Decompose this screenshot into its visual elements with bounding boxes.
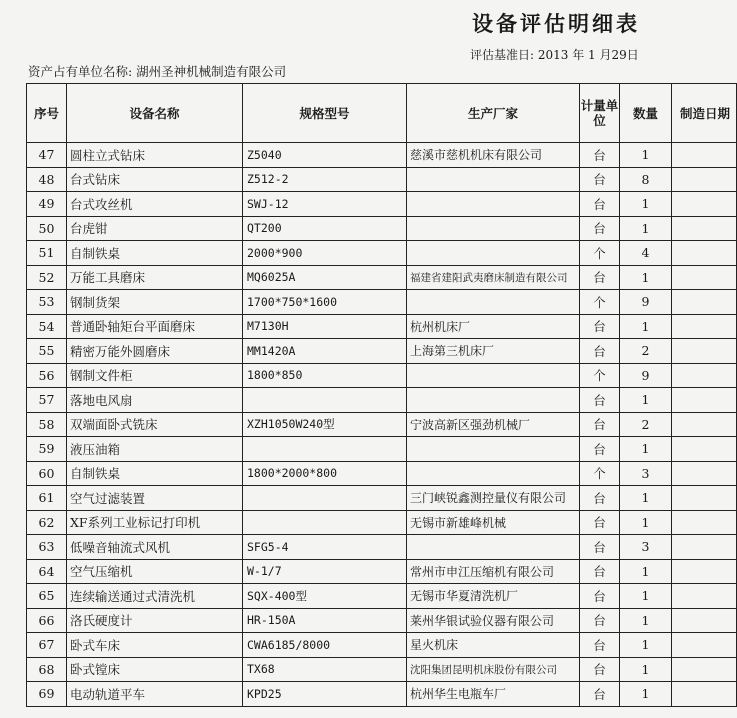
quantity-cell: 1 <box>620 265 672 290</box>
equipment-name-cell: 落地电风扇 <box>67 388 243 413</box>
table-row <box>27 143 737 168</box>
row-number-cell: 65 <box>27 584 67 609</box>
row-number-cell: 66 <box>27 608 67 633</box>
spec-model-cell: KPD25 <box>243 682 407 707</box>
header-manufacturer: 生产厂家 <box>407 84 580 143</box>
quantity-cell: 1 <box>620 143 672 168</box>
equipment-name-cell: 卧式车床 <box>67 633 243 658</box>
quantity-cell: 3 <box>620 535 672 560</box>
equipment-name-cell: 洛氏硬度计 <box>67 608 243 633</box>
manufacture-date-cell <box>672 339 737 364</box>
row-number-cell: 67 <box>27 633 67 658</box>
manufacturer-cell <box>407 363 580 388</box>
manufacturer-cell: 常州市申江压缩机有限公司 <box>407 559 580 584</box>
header-quantity: 数量 <box>620 84 672 143</box>
row-number-cell: 62 <box>27 510 67 535</box>
unit-cell: 台 <box>580 314 620 339</box>
table-row <box>27 633 737 658</box>
quantity-cell: 1 <box>620 584 672 609</box>
manufacture-date-cell <box>672 388 737 413</box>
base-date: 评估基准日: 2013 年 1 月29日 <box>470 48 639 62</box>
unit-cell: 台 <box>580 437 620 462</box>
spec-model-cell <box>243 388 407 413</box>
manufacturer-cell: 杭州机床厂 <box>407 314 580 339</box>
spec-model-cell <box>243 510 407 535</box>
quantity-cell: 2 <box>620 339 672 364</box>
manufacture-date-cell <box>672 559 737 584</box>
unit-cell: 台 <box>580 216 620 241</box>
equipment-name-cell: 精密万能外圆磨床 <box>67 339 243 364</box>
row-number-cell: 69 <box>27 682 67 707</box>
manufacture-date-cell <box>672 584 737 609</box>
spec-model-cell: HR-150A <box>243 608 407 633</box>
equipment-name-cell: 钢制文件柜 <box>67 363 243 388</box>
unit-cell: 台 <box>580 608 620 633</box>
unit-cell: 台 <box>580 584 620 609</box>
equipment-name-cell: 电动轨道平车 <box>67 682 243 707</box>
unit-cell: 个 <box>580 461 620 486</box>
row-number-cell: 63 <box>27 535 67 560</box>
table-row <box>27 584 737 609</box>
unit-cell: 台 <box>580 682 620 707</box>
manufacture-date-cell <box>672 314 737 339</box>
row-number-cell: 61 <box>27 486 67 511</box>
manufacture-date-cell <box>672 608 737 633</box>
quantity-cell: 4 <box>620 241 672 266</box>
equipment-name-cell: 自制铁桌 <box>67 461 243 486</box>
row-number-cell: 68 <box>27 657 67 682</box>
manufacture-date-cell <box>672 290 737 315</box>
table-row <box>27 608 737 633</box>
unit-cell: 台 <box>580 535 620 560</box>
quantity-cell: 1 <box>620 192 672 217</box>
manufacture-date-cell <box>672 682 737 707</box>
manufacturer-cell <box>407 241 580 266</box>
equipment-name-cell: XF系列工业标记打印机 <box>67 510 243 535</box>
spec-model-cell: Z5040 <box>243 143 407 168</box>
manufacture-date-cell <box>672 216 737 241</box>
manufacture-date-cell <box>672 412 737 437</box>
equipment-name-cell: 自制铁桌 <box>67 241 243 266</box>
equipment-name-cell: 台式钻床 <box>67 167 243 192</box>
quantity-cell: 1 <box>620 559 672 584</box>
unit-cell: 台 <box>580 657 620 682</box>
quantity-cell: 1 <box>620 682 672 707</box>
manufacture-date-cell <box>672 437 737 462</box>
table-row <box>27 510 737 535</box>
manufacturer-cell: 无锡市新雄峰机械 <box>407 510 580 535</box>
table-row <box>27 657 737 682</box>
quantity-cell: 1 <box>620 216 672 241</box>
spec-model-cell: XZH1050W240型 <box>243 412 407 437</box>
spec-model-cell: 1700*750*1600 <box>243 290 407 315</box>
table-row <box>27 265 737 290</box>
quantity-cell: 1 <box>620 486 672 511</box>
equipment-name-cell: 液压油箱 <box>67 437 243 462</box>
manufacturer-cell: 慈溪市慈机机床有限公司 <box>407 143 580 168</box>
quantity-cell: 1 <box>620 388 672 413</box>
quantity-cell: 1 <box>620 314 672 339</box>
spec-model-cell <box>243 486 407 511</box>
header-no: 序号 <box>27 84 67 143</box>
spec-model-cell: SQX-400型 <box>243 584 407 609</box>
manufacturer-cell <box>407 437 580 462</box>
equipment-table <box>26 83 737 707</box>
unit-cell: 台 <box>580 633 620 658</box>
unit-cell: 个 <box>580 363 620 388</box>
quantity-cell: 2 <box>620 412 672 437</box>
unit-cell: 台 <box>580 339 620 364</box>
spec-model-cell: MQ6025A <box>243 265 407 290</box>
manufacturer-cell: 星火机床 <box>407 633 580 658</box>
quantity-cell: 1 <box>620 657 672 682</box>
table-row <box>27 388 737 413</box>
quantity-cell: 1 <box>620 608 672 633</box>
spec-model-cell: Z512-2 <box>243 167 407 192</box>
spec-model-cell: M7130H <box>243 314 407 339</box>
manufacture-date-cell <box>672 167 737 192</box>
equipment-name-cell: 普通卧轴矩台平面磨床 <box>67 314 243 339</box>
manufacture-date-cell <box>672 265 737 290</box>
row-number-cell: 64 <box>27 559 67 584</box>
table-row <box>27 682 737 707</box>
manufacture-date-cell <box>672 363 737 388</box>
row-number-cell: 52 <box>27 265 67 290</box>
spec-model-cell: W-1/7 <box>243 559 407 584</box>
manufacture-date-cell <box>672 535 737 560</box>
table-row <box>27 192 737 217</box>
table-row <box>27 535 737 560</box>
table-header-row <box>27 84 737 143</box>
unit-cell: 个 <box>580 241 620 266</box>
row-number-cell: 47 <box>27 143 67 168</box>
spec-model-cell: TX68 <box>243 657 407 682</box>
header-name: 设备名称 <box>67 84 243 143</box>
header-manufacture-date: 制造日期 <box>672 84 737 143</box>
unit-cell: 台 <box>580 167 620 192</box>
table-row <box>27 290 737 315</box>
manufacture-date-cell <box>672 657 737 682</box>
table-row <box>27 241 737 266</box>
manufacturer-cell <box>407 192 580 217</box>
header-unit: 计量单位 <box>580 84 620 143</box>
table-row <box>27 461 737 486</box>
table-row <box>27 339 737 364</box>
row-number-cell: 51 <box>27 241 67 266</box>
equipment-name-cell: 圆柱立式钻床 <box>67 143 243 168</box>
row-number-cell: 55 <box>27 339 67 364</box>
equipment-name-cell: 双端面卧式铣床 <box>67 412 243 437</box>
manufacturer-cell: 宁波高新区强劲机械厂 <box>407 412 580 437</box>
unit-cell: 台 <box>580 192 620 217</box>
manufacturer-cell <box>407 535 580 560</box>
row-number-cell: 53 <box>27 290 67 315</box>
manufacture-date-cell <box>672 510 737 535</box>
manufacture-date-cell <box>672 241 737 266</box>
spec-model-cell: MM1420A <box>243 339 407 364</box>
unit-cell: 个 <box>580 290 620 315</box>
spec-model-cell <box>243 437 407 462</box>
quantity-cell: 1 <box>620 633 672 658</box>
equipment-name-cell: 台式攻丝机 <box>67 192 243 217</box>
manufacturer-cell: 杭州华生电瓶车厂 <box>407 682 580 707</box>
manufacturer-cell: 无锡市华夏清洗机厂 <box>407 584 580 609</box>
manufacture-date-cell <box>672 486 737 511</box>
row-number-cell: 48 <box>27 167 67 192</box>
equipment-name-cell: 连续输送通过式清洗机 <box>67 584 243 609</box>
equipment-name-cell: 空气压缩机 <box>67 559 243 584</box>
manufacturer-cell <box>407 388 580 413</box>
manufacture-date-cell <box>672 461 737 486</box>
table-row <box>27 363 737 388</box>
manufacture-date-cell <box>672 143 737 168</box>
manufacturer-cell: 莱州华银试验仪器有限公司 <box>407 608 580 633</box>
spec-model-cell: CWA6185/8000 <box>243 633 407 658</box>
manufacturer-cell: 沈阳集团昆明机床股份有限公司 <box>407 657 580 682</box>
table-row <box>27 167 737 192</box>
row-number-cell: 59 <box>27 437 67 462</box>
quantity-cell: 8 <box>620 167 672 192</box>
unit-cell: 台 <box>580 265 620 290</box>
unit-cell: 台 <box>580 510 620 535</box>
spec-model-cell: SFG5-4 <box>243 535 407 560</box>
document-title: 设备评估明细表 <box>472 11 640 36</box>
row-number-cell: 58 <box>27 412 67 437</box>
manufacturer-cell: 上海第三机床厂 <box>407 339 580 364</box>
spec-model-cell: 1800*2000*800 <box>243 461 407 486</box>
manufacturer-cell <box>407 216 580 241</box>
equipment-name-cell: 空气过滤装置 <box>67 486 243 511</box>
equipment-name-cell: 卧式镗床 <box>67 657 243 682</box>
quantity-cell: 1 <box>620 510 672 535</box>
equipment-name-cell: 钢制货架 <box>67 290 243 315</box>
table-row <box>27 437 737 462</box>
manufacturer-cell: 三门峡锐鑫测控量仪有限公司 <box>407 486 580 511</box>
equipment-name-cell: 万能工具磨床 <box>67 265 243 290</box>
table-row <box>27 486 737 511</box>
table-row <box>27 314 737 339</box>
manufacturer-cell <box>407 167 580 192</box>
owner-unit: 资产占有单位名称: 湖州圣神机械制造有限公司 <box>28 64 287 79</box>
spec-model-cell: SWJ-12 <box>243 192 407 217</box>
equipment-name-cell: 台虎钳 <box>67 216 243 241</box>
row-number-cell: 60 <box>27 461 67 486</box>
row-number-cell: 56 <box>27 363 67 388</box>
manufacturer-cell <box>407 461 580 486</box>
manufacturer-cell <box>407 290 580 315</box>
spec-model-cell: 1800*850 <box>243 363 407 388</box>
quantity-cell: 1 <box>620 437 672 462</box>
row-number-cell: 49 <box>27 192 67 217</box>
unit-cell: 台 <box>580 559 620 584</box>
manufacturer-cell: 福建省建阳武夷磨床制造有限公司 <box>407 265 580 290</box>
unit-cell: 台 <box>580 388 620 413</box>
quantity-cell: 9 <box>620 290 672 315</box>
unit-cell: 台 <box>580 143 620 168</box>
row-number-cell: 50 <box>27 216 67 241</box>
quantity-cell: 9 <box>620 363 672 388</box>
spec-model-cell: QT200 <box>243 216 407 241</box>
spec-model-cell: 2000*900 <box>243 241 407 266</box>
row-number-cell: 54 <box>27 314 67 339</box>
quantity-cell: 3 <box>620 461 672 486</box>
equipment-name-cell: 低噪音轴流式风机 <box>67 535 243 560</box>
row-number-cell: 57 <box>27 388 67 413</box>
unit-cell: 台 <box>580 486 620 511</box>
unit-cell: 台 <box>580 412 620 437</box>
header-spec: 规格型号 <box>243 84 407 143</box>
manufacture-date-cell <box>672 192 737 217</box>
table-row <box>27 559 737 584</box>
table-row <box>27 216 737 241</box>
table-row <box>27 412 737 437</box>
manufacture-date-cell <box>672 633 737 658</box>
